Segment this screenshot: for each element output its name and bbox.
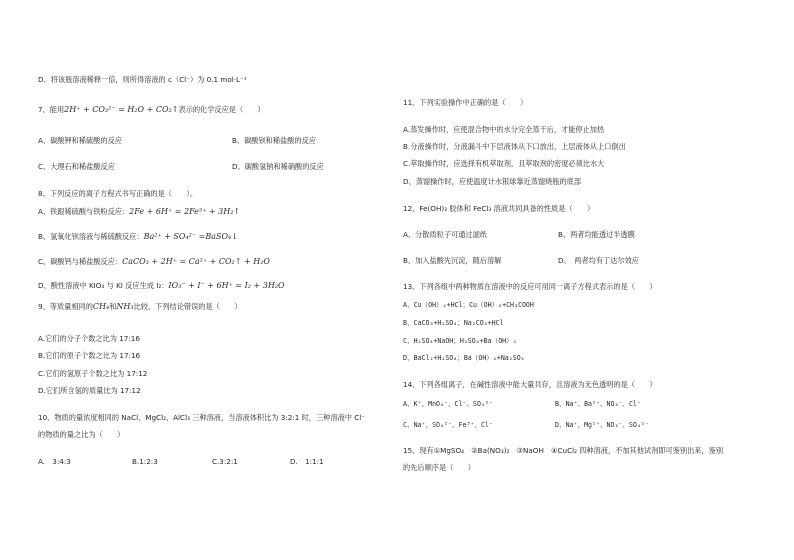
q11-option-c: C.萃取操作时，应选择有机萃取剂，且萃取剂的密度必须比水大 [403, 159, 605, 168]
q10-stem-line2: 的物质的量之比为（ ） [38, 430, 125, 439]
q15-stem-line2: 的先后顺序是（ ） [403, 463, 475, 472]
q7-option-b: B、碳酸钡和稀盐酸的反应 [232, 136, 316, 145]
q7-option-d: D、碳酸氢钠和稀硝酸的反应 [232, 162, 324, 171]
q12-stem: 12、Fe(OH)₃ 胶体和 FeCl₃ 溶液共同具备的性质是（ ） [403, 204, 595, 213]
q12-option-d: D、 两者均有丁达尔效应 [558, 256, 639, 265]
q8-option-d-equation: IO₃⁻ + I⁻ + 6H⁺ = I₂ + 3H₂O [168, 281, 285, 290]
q9-nh3: NH₃ [116, 302, 134, 311]
q15-stem-line1: 15、现有①MgSO₄ ②Ba(NO₃)₂ ③NaOH ④CuCl₂ 四种溶液，不加其他试剂即可鉴别出来，鉴别 [403, 446, 724, 455]
q9-stem [38, 302, 241, 312]
q8-option-b [38, 232, 238, 242]
q7-option-a: A、碳酸钾和稀硫酸的反应 [38, 136, 122, 145]
q14-option-d: D、Na⁺、Mg²⁺、NO₃⁻、SO₄²⁻ [555, 421, 649, 429]
q10-option-a: A. 3:4:3 [38, 457, 71, 466]
q13-stem: 13、下列各组中两种物质在溶液中的反应可用同一离子方程式表示的是（ ） [403, 282, 657, 291]
q9-stem-b: 比较，下列结论错误的是（ ） [133, 302, 242, 311]
q13-option-a: A、Cu（OH）₂+HCl；Cu（OH）₂+CH₃COOH [403, 301, 534, 309]
q8-option-c [38, 257, 270, 267]
q9-stem-a: 9、等质量相同的 [38, 302, 93, 311]
q10-stem-line1: 10、物质的量浓度相同的 NaCl、MgCl₂、AlCl₃ 三种溶液，当溶液体积比为 3:2:1 时，三种溶液中 Cl⁻ [38, 413, 366, 422]
q14-stem: 14、下列各组离子，在碱性溶液中能大量共存，且溶液为无色透明的是（ ） [403, 380, 657, 389]
q9-option-c: C.它们的氢原子个数之比为 17:12 [38, 369, 148, 378]
q9-option-b: B.它们的原子个数之比为 17:16 [38, 351, 141, 360]
q11-option-a: A.蒸发操作时，应使混合物中的水分完全蒸干后，才能停止加热 [403, 125, 605, 134]
q11-option-d: D、蒸馏操作时，应使温度计水银球靠近蒸馏烧瓶的底部 [403, 177, 582, 186]
q10-option-d: D. 1:1:1 [290, 457, 324, 466]
q12-option-a: A、分散质粒子可通过滤纸 [403, 230, 487, 239]
q11-stem: 11、下列实验操作中正确的是（ ） [403, 98, 528, 107]
q8-option-a-equation: 2Fe + 6H⁺ = 2Fe³⁺ + 3H₂↑ [129, 207, 241, 216]
q8-stem: 8、下列反应的离子方程式书写正确的是（ ）。 [38, 189, 198, 198]
q8-option-b-equation: Ba²⁺ + SO₄²⁻ =BaSO₄↓ [143, 232, 238, 241]
q7-equation: 2H⁺ + CO₃²⁻ = H₂O + CO₂↑ [64, 105, 179, 114]
q10-option-b: B.1:2:3 [132, 457, 158, 466]
q7-stem [38, 105, 265, 115]
q8-option-a-text: A、铁跟稀硫酸与铁粉反应： [38, 207, 130, 216]
q14-option-a: A、K⁺、MnO₄⁻、Cl⁻、SO₄²⁻ [403, 400, 493, 408]
q7-suffix: 表示的化学反应是（ ） [178, 105, 265, 114]
q12-option-c: B、加入盐酸先沉淀，随后溶解 [403, 256, 502, 265]
q14-option-b: B、Na⁺、Ba²⁺、NO₃⁻、Cl⁻ [555, 400, 641, 408]
q8-option-c-text: C、碳酸钙与稀盐酸反应： [38, 257, 123, 266]
q6-option-d: D．将该瓶溶液稀释一倍，则所得溶液的 c（Cl⁻）为 0.1 mol·L⁻¹ [38, 75, 247, 84]
q14-option-c: C、Na⁺、SO₄²⁻、Fe³⁺、Cl⁻ [403, 421, 493, 429]
q13-option-c: C、H₂SO₄+NaOH；H₂SO₄+Ba（OH）₂ [403, 337, 517, 345]
q13-option-d: D、BaCl₂+H₂SO₄；Ba（OH）₂+Na₂SO₄ [403, 354, 525, 362]
q9-option-d: D.它们所含氢的质量比为 17:12 [38, 386, 141, 395]
q8-option-a [38, 207, 240, 217]
q8-option-b-text: B、氢氧化钡溶液与稀硫酸反应： [38, 232, 144, 241]
q7-option-c: C、大理石和稀盐酸反应 [38, 162, 115, 171]
q8-option-c-equation: CaCO₃ + 2H⁺ = Ca²⁺ + CO₂↑ + H₂O [122, 257, 270, 266]
q7-prefix: 7、能用 [38, 105, 65, 114]
q8-option-d [38, 281, 285, 291]
q8-option-d-text: D、酸性溶液中 KIO₃ 与 KI 反应生成 I₂： [38, 281, 169, 290]
q13-option-b: B、CaCO₃+H₂SO₄；Na₂CO₃+HCl [403, 319, 504, 327]
q12-option-b: B、两者均能透过半透膜 [558, 230, 635, 239]
q9-ch4: CH₄ [92, 302, 110, 311]
q11-option-b: B.分液操作时，分液漏斗中下层液体从下口放出，上层液体从上口倒出 [403, 142, 626, 151]
q9-option-a: A.它们的分子个数之比为 17:16 [38, 334, 140, 343]
q9-stem-and: 和 [109, 302, 117, 311]
q10-option-c: C.3:2:1 [212, 457, 238, 466]
